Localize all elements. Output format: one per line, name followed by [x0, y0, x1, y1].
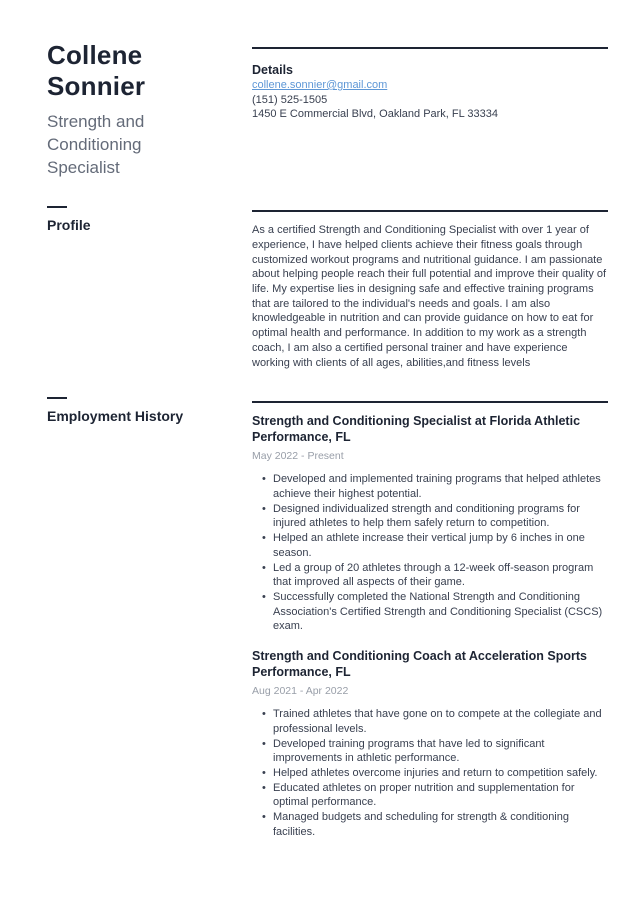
- profile-heading: Profile: [47, 217, 91, 234]
- job-bullet: • Developed training programs that have led to significant improvements in athletic performance.: [273, 737, 608, 766]
- header-right: [252, 40, 608, 179]
- header-section: [47, 40, 608, 179]
- profile-text: As a certified Strength and Conditioning Specialist with over 1 year of experience, I have helped clients achieve their fitness goals through customized workout programs and nutritional guidance. I am passionate about helping people reach their full potential and improve their quality of life. My expertise lies in designing safe and effective training programs that are tailored to the individual's needs and goals. I am also knowledgeable in nutrition and can provide guidance on how to eat for optimal health and performance. In addition to my work as a strength coach, I am also a certified personal trainer and have experience working with clients of all ages, abilities,and fitness levels: [252, 224, 607, 369]
- phone-number: (151) 525-1505: [252, 93, 328, 106]
- job-bullet: • Helped an athlete increase their vertical jump by 6 inches in one season.: [273, 531, 608, 560]
- job-dates: Aug 2021 - Apr 2022: [252, 684, 349, 697]
- person-name: Collene Sonnier: [47, 40, 146, 102]
- job-bullet-list: [252, 707, 608, 839]
- job-bullet: • Helped athletes overcome injuries and return to competition safely.: [273, 766, 608, 781]
- section-dash: [47, 206, 67, 208]
- job-bullet: • Successfully completed the National Strength and Conditioning Association's Certified Strength and Conditioning Specialist (CSCS) exam.: [273, 590, 608, 634]
- header-left: [47, 40, 252, 179]
- employment-right: [252, 397, 608, 839]
- job-entry: [252, 648, 608, 839]
- job-bullet: • Led a group of 20 athletes through a 12-week off-season program that improved all aspects of their game.: [273, 561, 608, 590]
- job-dates: May 2022 - Present: [252, 449, 344, 462]
- section-divider: [252, 401, 608, 403]
- profile-section: [47, 206, 608, 370]
- email-link[interactable]: collene.sonnier@gmail.com: [252, 79, 388, 91]
- job-bullet: • Educated athletes on proper nutrition and supplementation for optimal performance.: [273, 781, 608, 810]
- employment-left: [47, 397, 252, 839]
- employment-heading: Employment History: [47, 408, 184, 425]
- details-heading: Details: [252, 63, 293, 77]
- profile-right: [252, 206, 608, 370]
- employment-section: [47, 397, 608, 839]
- job-bullet-list: [252, 472, 608, 634]
- job-bullet: • Managed budgets and scheduling for strength & conditioning facilities.: [273, 810, 608, 839]
- person-job-title: Strength and Conditioning Specialist: [47, 112, 145, 177]
- address: 1450 E Commercial Blvd, Oakland Park, FL 33334: [252, 108, 498, 121]
- job-bullet: • Designed individualized strength and conditioning programs for injured athletes to help them safely return to competition.: [273, 502, 608, 531]
- section-dash: [47, 397, 67, 399]
- job-entry: [252, 413, 608, 634]
- job-bullet: • Developed and implemented training programs that helped athletes achieve their highest potential.: [273, 472, 608, 501]
- job-title: Strength and Conditioning Coach at Acceleration Sports Performance, FL: [252, 649, 587, 680]
- job-title: Strength and Conditioning Specialist at Florida Athletic Performance, FL: [252, 414, 581, 445]
- profile-left: [47, 206, 252, 370]
- section-divider: [252, 210, 608, 212]
- top-divider: [252, 47, 608, 49]
- job-bullet: • Trained athletes that have gone on to compete at the collegiate and professional levels.: [273, 707, 608, 736]
